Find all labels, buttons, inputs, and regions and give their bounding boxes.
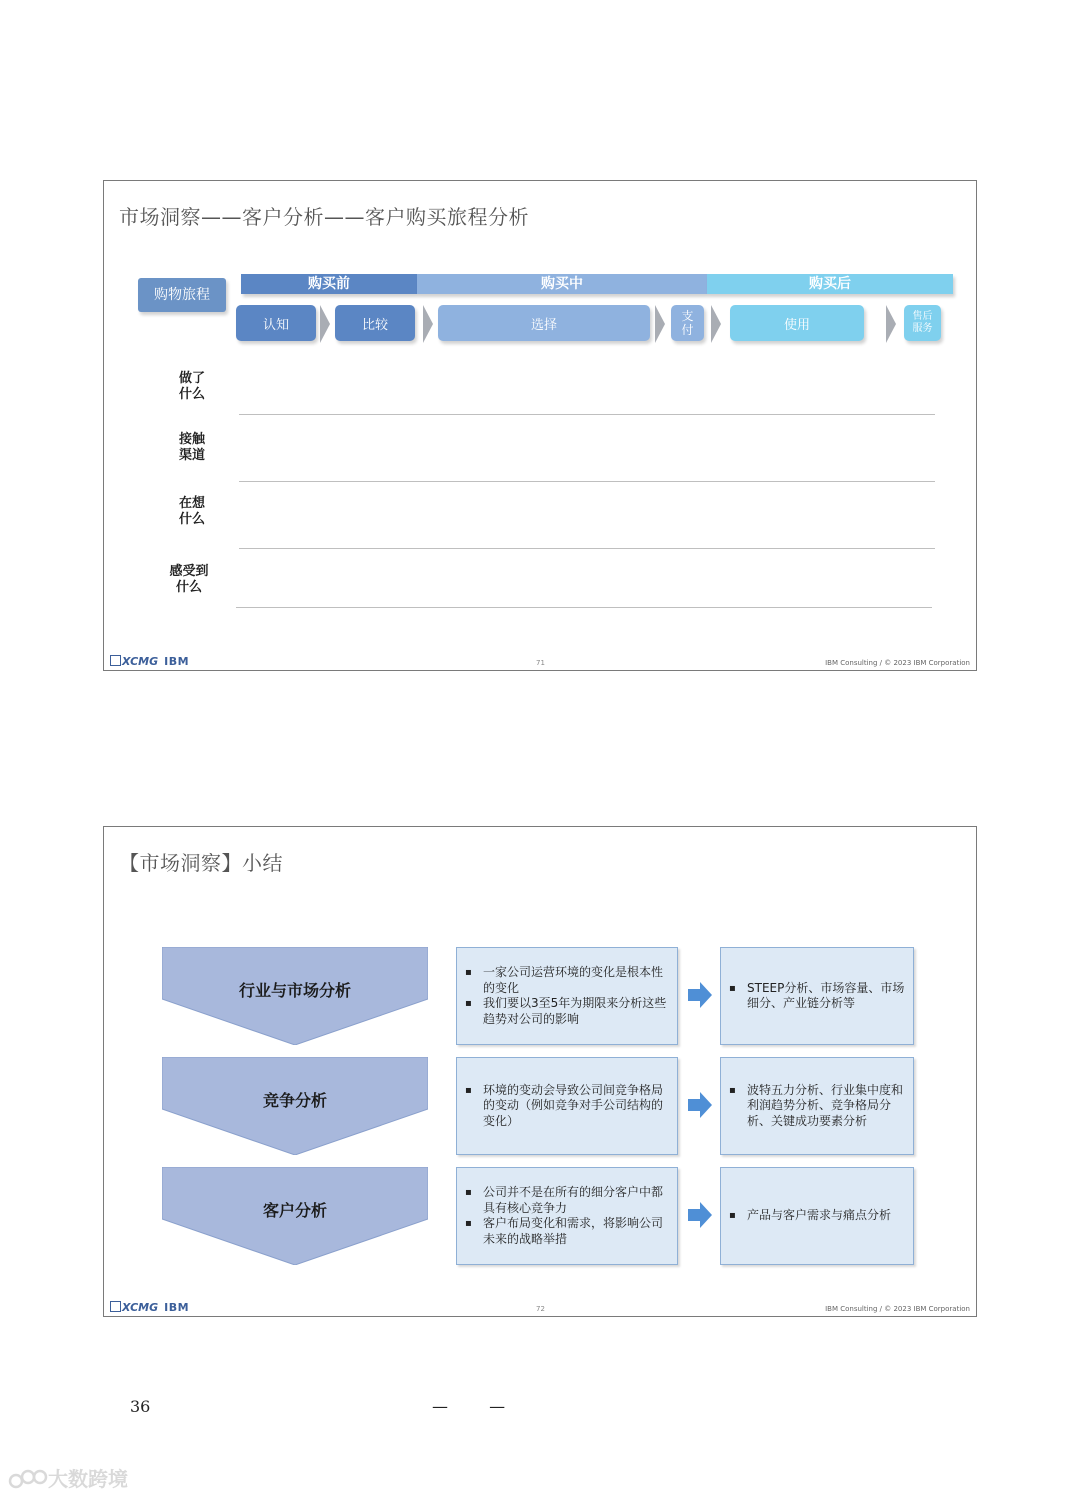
xcmg-ibm-logo: XCMG IBM	[110, 655, 189, 668]
arrow-right-icon	[688, 1202, 712, 1228]
arrow-right-icon	[688, 982, 712, 1008]
slide-title: 市场洞察——客户分析——客户购买旅程分析	[119, 205, 529, 229]
row-label-actions: 做了 什么	[178, 371, 205, 402]
method-box	[720, 1057, 914, 1155]
slide-market-insight-summary	[103, 826, 977, 1317]
row-divider	[239, 414, 935, 415]
phase-after-purchase: 购买后	[707, 274, 953, 294]
stage-usage: 使用	[730, 305, 864, 341]
copyright: IBM Consulting / © 2023 IBM Corporation	[825, 1305, 970, 1313]
stage-after-sales: 售后 服务	[904, 305, 941, 341]
xcmg-ibm-logo: XCMG IBM	[110, 1301, 189, 1314]
chevron-right-icon	[886, 305, 896, 343]
method-box	[720, 1167, 914, 1265]
stage-payment: 支 付	[671, 305, 704, 341]
category-label-industry: 行业与市场分析	[238, 981, 351, 1000]
xcmg-logo-icon	[110, 1301, 121, 1312]
xcmg-logo-icon	[110, 655, 121, 666]
chevron-right-icon	[423, 305, 433, 343]
bullet-point: ▪ 我们要以3至5年为期限来分析这些趋势对公司的影响	[483, 996, 669, 1027]
bullet-point: ▪ 公司并不是在所有的细分客户中都具有核心竞争力	[483, 1185, 669, 1216]
slide-page-number: 72	[536, 1305, 545, 1313]
phase-before-purchase: 购买前	[241, 274, 417, 294]
slide-customer-journey	[103, 180, 977, 671]
method-box	[720, 947, 914, 1045]
row-label-thoughts: 在想 什么	[178, 496, 205, 527]
category-label-competition: 竞争分析	[262, 1091, 327, 1110]
arrow-right-icon	[688, 1092, 712, 1118]
chevron-right-icon	[655, 305, 665, 343]
insight-box	[456, 1167, 678, 1265]
journey-label: 购物旅程	[138, 278, 226, 312]
bullet-point: ▪ 产品与客户需求与痛点分析	[747, 1208, 891, 1224]
row-label-channels: 接触 渠道	[178, 432, 205, 463]
watermark-logo-icon	[8, 1468, 48, 1490]
chevron-right-icon	[711, 305, 721, 343]
slide-page-number: 71	[536, 659, 545, 667]
document-page-number: 36	[130, 1397, 151, 1416]
page-dash: — —	[432, 1397, 524, 1416]
phase-during-purchase: 购买中	[417, 274, 707, 294]
insight-box	[456, 947, 678, 1045]
category-label-customer: 客户分析	[262, 1201, 327, 1220]
bullet-point: ▪ 一家公司运营环境的变化是根本性的变化	[483, 965, 669, 996]
watermark: 大数跨境	[8, 1463, 128, 1492]
slide-title: 【市场洞察】小结	[119, 851, 283, 875]
stage-comparison: 比较	[335, 305, 415, 341]
copyright: IBM Consulting / © 2023 IBM Corporation	[825, 659, 970, 667]
chevron-right-icon	[320, 305, 330, 343]
insight-box	[456, 1057, 678, 1155]
row-divider	[236, 607, 932, 608]
row-divider	[239, 481, 935, 482]
bullet-point: ▪ STEEP分析、市场容量、市场细分、产业链分析等	[747, 981, 905, 1012]
row-divider	[239, 548, 935, 549]
bullet-point: ▪ 环境的变动会导致公司间竞争格局的变动（例如竞争对手公司结构的变化）	[483, 1083, 669, 1130]
bullet-point: ▪ 波特五力分析、行业集中度和利润趋势分析、竞争格局分析、关键成功要素分析	[747, 1083, 905, 1130]
stage-awareness: 认知	[236, 305, 316, 341]
bullet-point: ▪ 客户布局变化和需求，将影响公司未来的战略举措	[483, 1216, 669, 1247]
row-label-feelings: 感受到 什么	[169, 564, 209, 595]
stage-selection: 选择	[438, 305, 650, 341]
